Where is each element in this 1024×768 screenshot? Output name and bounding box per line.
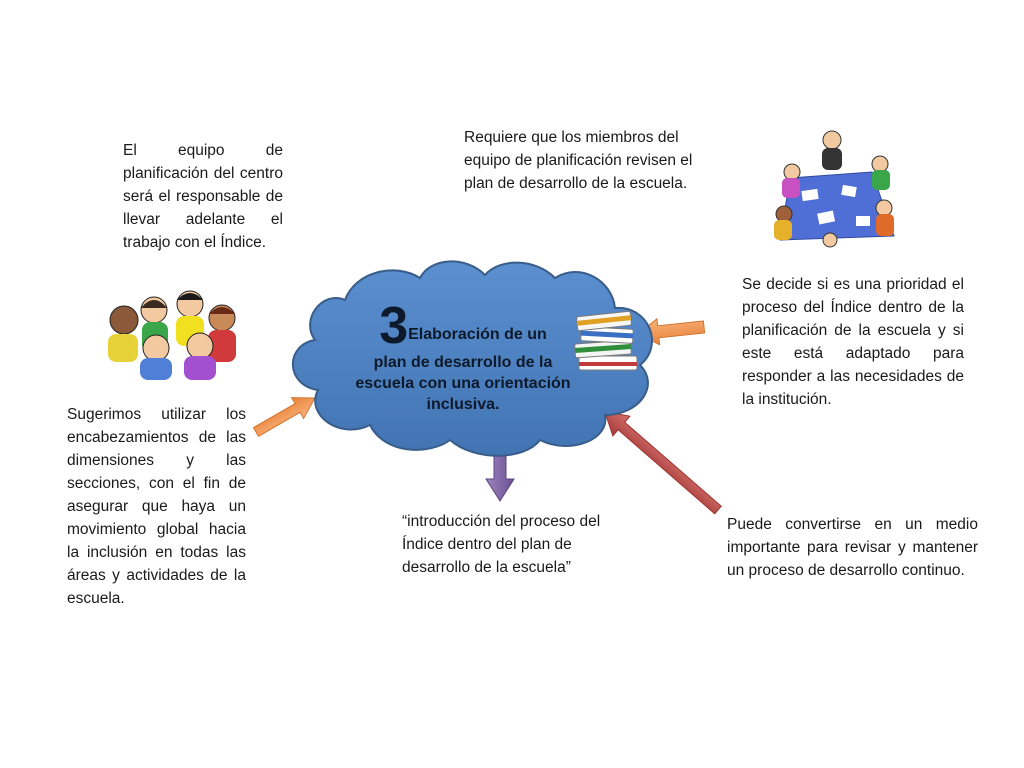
arrow-left	[250, 388, 321, 443]
central-title	[346, 297, 580, 415]
node-bottom-right: Puede convertirse en un medio importante para revisar y mantener un proceso de desarrollo continuo.	[727, 516, 978, 579]
books-icon	[575, 311, 637, 370]
central-title-rest: plan de desarrollo de la escuela con una orientación inclusiva.	[355, 354, 571, 413]
step-number: 3	[379, 297, 409, 355]
children-group-icon	[108, 291, 236, 380]
node-top-center: Requiere que los miembros del equipo de planificación revisen el plan de desarrollo de la escuela.	[464, 129, 693, 192]
node-top-left: El equipo de planificación del centro será el responsable de llevar adelante el trabajo con el Índice.	[123, 142, 283, 251]
arrow-bottom-right	[596, 402, 726, 520]
node-right: Se decide si es una prioridad el proceso del Índice dentro de la planificación de la escuela y si este está adaptado para responder a las necesidades de la institución.	[742, 276, 964, 408]
node-bottom-center: “introducción del proceso del Índice dentro del plan de desarrollo de la escuela”	[402, 513, 601, 576]
node-left: Sugerimos utilizar los encabezamientos de las dimensiones y las secciones, con el fin de asegurar que haya un movimiento global hacia la inclusión en todas las áreas y actividades de la escuela.	[67, 406, 246, 607]
meeting-people-icon	[774, 131, 894, 247]
central-title-first-line: Elaboración de un	[408, 326, 547, 343]
